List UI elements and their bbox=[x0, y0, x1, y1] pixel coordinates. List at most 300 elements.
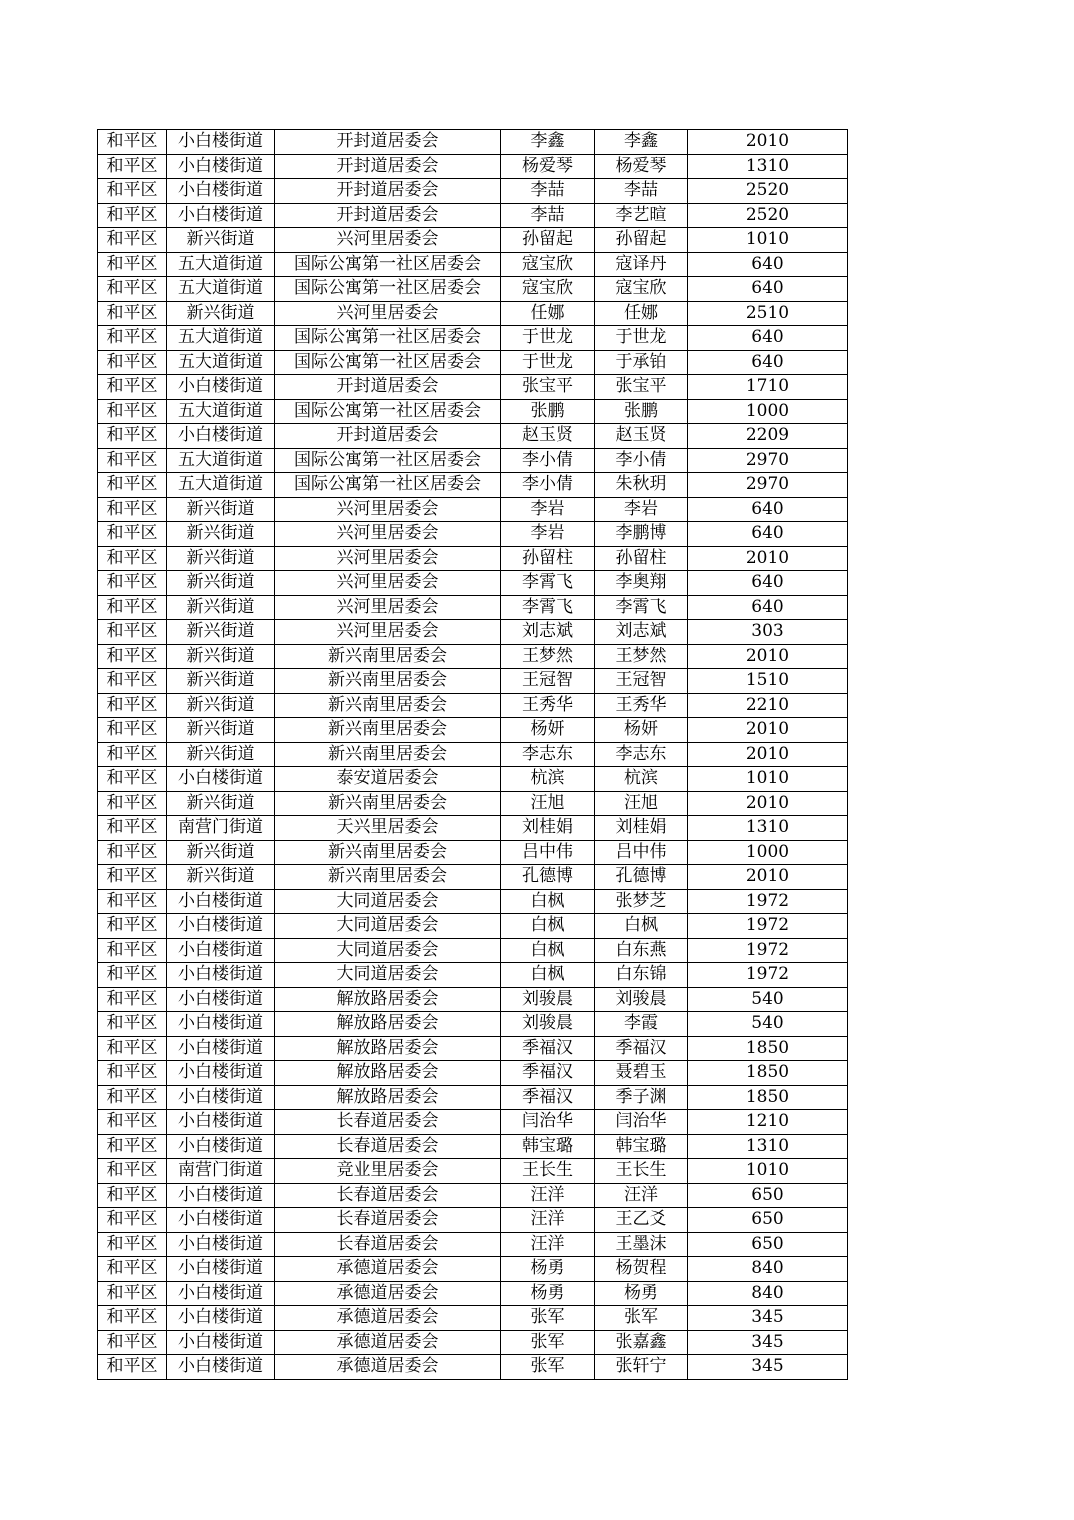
street-cell: 新兴街道 bbox=[167, 620, 275, 645]
district-cell: 和平区 bbox=[98, 889, 167, 914]
table-row bbox=[98, 1257, 848, 1282]
household-head-cell: 李霄飞 bbox=[501, 571, 595, 596]
table-row bbox=[98, 889, 848, 914]
table-row bbox=[98, 1085, 848, 1110]
member-name-cell: 汪旭 bbox=[595, 791, 688, 816]
member-name-cell: 张轩宁 bbox=[595, 1355, 688, 1380]
district-cell: 和平区 bbox=[98, 1232, 167, 1257]
street-cell: 南营门街道 bbox=[167, 816, 275, 841]
district-cell: 和平区 bbox=[98, 350, 167, 375]
table-row bbox=[98, 791, 848, 816]
district-cell: 和平区 bbox=[98, 1355, 167, 1380]
district-cell: 和平区 bbox=[98, 424, 167, 449]
street-cell: 小白楼街道 bbox=[167, 1061, 275, 1086]
member-name-cell: 吕中伟 bbox=[595, 840, 688, 865]
street-cell: 小白楼街道 bbox=[167, 938, 275, 963]
household-head-cell: 李岩 bbox=[501, 497, 595, 522]
amount-cell: 2010 bbox=[688, 644, 848, 669]
district-cell: 和平区 bbox=[98, 987, 167, 1012]
street-cell: 新兴街道 bbox=[167, 669, 275, 694]
member-name-cell: 朱秋玥 bbox=[595, 473, 688, 498]
committee-cell: 解放路居委会 bbox=[275, 1061, 501, 1086]
member-name-cell: 韩宝璐 bbox=[595, 1134, 688, 1159]
household-head-cell: 李小倩 bbox=[501, 473, 595, 498]
committee-cell: 解放路居委会 bbox=[275, 1012, 501, 1037]
amount-cell: 303 bbox=[688, 620, 848, 645]
committee-cell: 解放路居委会 bbox=[275, 987, 501, 1012]
committee-cell: 开封道居委会 bbox=[275, 203, 501, 228]
member-name-cell: 杭滨 bbox=[595, 767, 688, 792]
committee-cell: 国际公寓第一社区居委会 bbox=[275, 252, 501, 277]
household-head-cell: 刘志斌 bbox=[501, 620, 595, 645]
committee-cell: 兴河里居委会 bbox=[275, 522, 501, 547]
district-cell: 和平区 bbox=[98, 1134, 167, 1159]
household-head-cell: 白枫 bbox=[501, 938, 595, 963]
street-cell: 小白楼街道 bbox=[167, 1355, 275, 1380]
table-row bbox=[98, 816, 848, 841]
street-cell: 新兴街道 bbox=[167, 522, 275, 547]
amount-cell: 2010 bbox=[688, 130, 848, 155]
amount-cell: 640 bbox=[688, 326, 848, 351]
household-head-cell: 汪旭 bbox=[501, 791, 595, 816]
street-cell: 五大道街道 bbox=[167, 252, 275, 277]
member-name-cell: 张军 bbox=[595, 1306, 688, 1331]
district-cell: 和平区 bbox=[98, 791, 167, 816]
street-cell: 小白楼街道 bbox=[167, 1110, 275, 1135]
committee-cell: 兴河里居委会 bbox=[275, 228, 501, 253]
street-cell: 小白楼街道 bbox=[167, 1281, 275, 1306]
district-cell: 和平区 bbox=[98, 399, 167, 424]
table-row bbox=[98, 301, 848, 326]
member-name-cell: 寇宝欣 bbox=[595, 277, 688, 302]
street-cell: 五大道街道 bbox=[167, 448, 275, 473]
table-row bbox=[98, 987, 848, 1012]
member-name-cell: 张嘉鑫 bbox=[595, 1330, 688, 1355]
district-cell: 和平区 bbox=[98, 1306, 167, 1331]
committee-cell: 兴河里居委会 bbox=[275, 546, 501, 571]
street-cell: 新兴街道 bbox=[167, 718, 275, 743]
street-cell: 新兴街道 bbox=[167, 571, 275, 596]
district-cell: 和平区 bbox=[98, 693, 167, 718]
amount-cell: 1000 bbox=[688, 840, 848, 865]
amount-cell: 1010 bbox=[688, 1159, 848, 1184]
household-head-cell: 韩宝璐 bbox=[501, 1134, 595, 1159]
district-cell: 和平区 bbox=[98, 865, 167, 890]
member-name-cell: 孙留起 bbox=[595, 228, 688, 253]
table-row bbox=[98, 938, 848, 963]
member-name-cell: 王冠智 bbox=[595, 669, 688, 694]
amount-cell: 540 bbox=[688, 987, 848, 1012]
district-cell: 和平区 bbox=[98, 326, 167, 351]
street-cell: 小白楼街道 bbox=[167, 889, 275, 914]
street-cell: 五大道街道 bbox=[167, 277, 275, 302]
amount-cell: 2010 bbox=[688, 865, 848, 890]
household-head-cell: 白枫 bbox=[501, 963, 595, 988]
committee-cell: 国际公寓第一社区居委会 bbox=[275, 350, 501, 375]
committee-cell: 承德道居委会 bbox=[275, 1330, 501, 1355]
street-cell: 新兴街道 bbox=[167, 228, 275, 253]
amount-cell: 1710 bbox=[688, 375, 848, 400]
amount-cell: 650 bbox=[688, 1208, 848, 1233]
household-head-cell: 刘桂娟 bbox=[501, 816, 595, 841]
table-row bbox=[98, 1159, 848, 1184]
district-cell: 和平区 bbox=[98, 718, 167, 743]
table-row bbox=[98, 130, 848, 155]
table-row bbox=[98, 179, 848, 204]
table-row bbox=[98, 840, 848, 865]
member-name-cell: 刘骏晨 bbox=[595, 987, 688, 1012]
household-head-cell: 李鑫 bbox=[501, 130, 595, 155]
district-cell: 和平区 bbox=[98, 1281, 167, 1306]
member-name-cell: 刘志斌 bbox=[595, 620, 688, 645]
table-row bbox=[98, 424, 848, 449]
street-cell: 小白楼街道 bbox=[167, 1232, 275, 1257]
amount-cell: 2010 bbox=[688, 718, 848, 743]
household-head-cell: 刘骏晨 bbox=[501, 987, 595, 1012]
district-cell: 和平区 bbox=[98, 1085, 167, 1110]
table-row bbox=[98, 277, 848, 302]
household-head-cell: 杨勇 bbox=[501, 1257, 595, 1282]
amount-cell: 640 bbox=[688, 277, 848, 302]
household-head-cell: 白枫 bbox=[501, 914, 595, 939]
street-cell: 新兴街道 bbox=[167, 644, 275, 669]
member-name-cell: 白枫 bbox=[595, 914, 688, 939]
street-cell: 小白楼街道 bbox=[167, 154, 275, 179]
member-name-cell: 任娜 bbox=[595, 301, 688, 326]
amount-cell: 345 bbox=[688, 1306, 848, 1331]
household-head-cell: 杨妍 bbox=[501, 718, 595, 743]
street-cell: 小白楼街道 bbox=[167, 424, 275, 449]
table-row bbox=[98, 865, 848, 890]
table-row bbox=[98, 448, 848, 473]
amount-cell: 1310 bbox=[688, 154, 848, 179]
committee-cell: 新兴南里居委会 bbox=[275, 865, 501, 890]
amount-cell: 2010 bbox=[688, 791, 848, 816]
amount-cell: 1850 bbox=[688, 1061, 848, 1086]
street-cell: 新兴街道 bbox=[167, 865, 275, 890]
member-name-cell: 白东锦 bbox=[595, 963, 688, 988]
household-head-cell: 季福汉 bbox=[501, 1085, 595, 1110]
amount-cell: 1850 bbox=[688, 1085, 848, 1110]
amount-cell: 840 bbox=[688, 1281, 848, 1306]
street-cell: 新兴街道 bbox=[167, 693, 275, 718]
table-row bbox=[98, 1110, 848, 1135]
table-row bbox=[98, 399, 848, 424]
table-row bbox=[98, 1306, 848, 1331]
table-row bbox=[98, 497, 848, 522]
committee-cell: 新兴南里居委会 bbox=[275, 693, 501, 718]
amount-cell: 1972 bbox=[688, 938, 848, 963]
street-cell: 新兴街道 bbox=[167, 595, 275, 620]
district-cell: 和平区 bbox=[98, 1208, 167, 1233]
household-head-cell: 李志东 bbox=[501, 742, 595, 767]
amount-cell: 2210 bbox=[688, 693, 848, 718]
street-cell: 新兴街道 bbox=[167, 546, 275, 571]
household-head-cell: 汪洋 bbox=[501, 1208, 595, 1233]
household-head-cell: 杨勇 bbox=[501, 1281, 595, 1306]
member-name-cell: 王梦然 bbox=[595, 644, 688, 669]
street-cell: 新兴街道 bbox=[167, 791, 275, 816]
member-name-cell: 张鹏 bbox=[595, 399, 688, 424]
street-cell: 小白楼街道 bbox=[167, 914, 275, 939]
committee-cell: 新兴南里居委会 bbox=[275, 742, 501, 767]
table-row bbox=[98, 963, 848, 988]
committee-cell: 解放路居委会 bbox=[275, 1085, 501, 1110]
household-head-cell: 季福汉 bbox=[501, 1036, 595, 1061]
data-table bbox=[97, 129, 848, 1380]
street-cell: 新兴街道 bbox=[167, 840, 275, 865]
district-cell: 和平区 bbox=[98, 1036, 167, 1061]
street-cell: 小白楼街道 bbox=[167, 767, 275, 792]
committee-cell: 大同道居委会 bbox=[275, 914, 501, 939]
table-row bbox=[98, 1208, 848, 1233]
household-head-cell: 王秀华 bbox=[501, 693, 595, 718]
member-name-cell: 王长生 bbox=[595, 1159, 688, 1184]
member-name-cell: 张梦芝 bbox=[595, 889, 688, 914]
household-head-cell: 李喆 bbox=[501, 179, 595, 204]
street-cell: 新兴街道 bbox=[167, 742, 275, 767]
household-head-cell: 李霄飞 bbox=[501, 595, 595, 620]
amount-cell: 640 bbox=[688, 522, 848, 547]
amount-cell: 1510 bbox=[688, 669, 848, 694]
committee-cell: 大同道居委会 bbox=[275, 963, 501, 988]
household-head-cell: 汪洋 bbox=[501, 1183, 595, 1208]
household-head-cell: 季福汉 bbox=[501, 1061, 595, 1086]
district-cell: 和平区 bbox=[98, 1257, 167, 1282]
table-row bbox=[98, 252, 848, 277]
member-name-cell: 刘桂娟 bbox=[595, 816, 688, 841]
amount-cell: 650 bbox=[688, 1232, 848, 1257]
amount-cell: 2520 bbox=[688, 179, 848, 204]
member-name-cell: 李岩 bbox=[595, 497, 688, 522]
amount-cell: 2510 bbox=[688, 301, 848, 326]
household-head-cell: 汪洋 bbox=[501, 1232, 595, 1257]
district-cell: 和平区 bbox=[98, 179, 167, 204]
committee-cell: 长春道居委会 bbox=[275, 1232, 501, 1257]
member-name-cell: 李霞 bbox=[595, 1012, 688, 1037]
street-cell: 小白楼街道 bbox=[167, 963, 275, 988]
committee-cell: 解放路居委会 bbox=[275, 1036, 501, 1061]
committee-cell: 兴河里居委会 bbox=[275, 497, 501, 522]
district-cell: 和平区 bbox=[98, 154, 167, 179]
district-cell: 和平区 bbox=[98, 1183, 167, 1208]
amount-cell: 2520 bbox=[688, 203, 848, 228]
amount-cell: 1210 bbox=[688, 1110, 848, 1135]
district-cell: 和平区 bbox=[98, 963, 167, 988]
member-name-cell: 张宝平 bbox=[595, 375, 688, 400]
table-row bbox=[98, 914, 848, 939]
table-row bbox=[98, 546, 848, 571]
member-name-cell: 王秀华 bbox=[595, 693, 688, 718]
household-head-cell: 孙留起 bbox=[501, 228, 595, 253]
member-name-cell: 李霄飞 bbox=[595, 595, 688, 620]
table-row bbox=[98, 620, 848, 645]
table-row bbox=[98, 742, 848, 767]
table-row bbox=[98, 1355, 848, 1380]
committee-cell: 开封道居委会 bbox=[275, 375, 501, 400]
district-cell: 和平区 bbox=[98, 277, 167, 302]
amount-cell: 2010 bbox=[688, 546, 848, 571]
amount-cell: 640 bbox=[688, 350, 848, 375]
table-row bbox=[98, 154, 848, 179]
street-cell: 小白楼街道 bbox=[167, 1208, 275, 1233]
committee-cell: 国际公寓第一社区居委会 bbox=[275, 399, 501, 424]
table-row bbox=[98, 1330, 848, 1355]
committee-cell: 兴河里居委会 bbox=[275, 620, 501, 645]
table-row bbox=[98, 1232, 848, 1257]
amount-cell: 650 bbox=[688, 1183, 848, 1208]
table-row bbox=[98, 767, 848, 792]
district-cell: 和平区 bbox=[98, 301, 167, 326]
street-cell: 小白楼街道 bbox=[167, 1330, 275, 1355]
table-row bbox=[98, 1061, 848, 1086]
district-cell: 和平区 bbox=[98, 742, 167, 767]
amount-cell: 840 bbox=[688, 1257, 848, 1282]
street-cell: 新兴街道 bbox=[167, 497, 275, 522]
household-head-cell: 吕中伟 bbox=[501, 840, 595, 865]
district-cell: 和平区 bbox=[98, 816, 167, 841]
household-head-cell: 李岩 bbox=[501, 522, 595, 547]
member-name-cell: 王乙爻 bbox=[595, 1208, 688, 1233]
street-cell: 小白楼街道 bbox=[167, 1134, 275, 1159]
street-cell: 小白楼街道 bbox=[167, 375, 275, 400]
amount-cell: 1000 bbox=[688, 399, 848, 424]
household-head-cell: 杨爱琴 bbox=[501, 154, 595, 179]
amount-cell: 345 bbox=[688, 1355, 848, 1380]
member-name-cell: 李喆 bbox=[595, 179, 688, 204]
household-head-cell: 王梦然 bbox=[501, 644, 595, 669]
committee-cell: 承德道居委会 bbox=[275, 1306, 501, 1331]
district-cell: 和平区 bbox=[98, 228, 167, 253]
district-cell: 和平区 bbox=[98, 497, 167, 522]
member-name-cell: 李志东 bbox=[595, 742, 688, 767]
household-head-cell: 王冠智 bbox=[501, 669, 595, 694]
street-cell: 五大道街道 bbox=[167, 350, 275, 375]
district-cell: 和平区 bbox=[98, 375, 167, 400]
committee-cell: 长春道居委会 bbox=[275, 1208, 501, 1233]
household-head-cell: 白枫 bbox=[501, 889, 595, 914]
household-head-cell: 张军 bbox=[501, 1355, 595, 1380]
street-cell: 小白楼街道 bbox=[167, 1085, 275, 1110]
table-row bbox=[98, 718, 848, 743]
district-cell: 和平区 bbox=[98, 767, 167, 792]
amount-cell: 640 bbox=[688, 595, 848, 620]
member-name-cell: 于承铂 bbox=[595, 350, 688, 375]
amount-cell: 2010 bbox=[688, 742, 848, 767]
committee-cell: 承德道居委会 bbox=[275, 1281, 501, 1306]
table-row bbox=[98, 375, 848, 400]
table-row bbox=[98, 1134, 848, 1159]
street-cell: 小白楼街道 bbox=[167, 1183, 275, 1208]
street-cell: 小白楼街道 bbox=[167, 1012, 275, 1037]
committee-cell: 长春道居委会 bbox=[275, 1183, 501, 1208]
committee-cell: 开封道居委会 bbox=[275, 424, 501, 449]
member-name-cell: 赵玉贤 bbox=[595, 424, 688, 449]
table-row bbox=[98, 669, 848, 694]
table-row bbox=[98, 1036, 848, 1061]
district-cell: 和平区 bbox=[98, 1012, 167, 1037]
table-row bbox=[98, 1281, 848, 1306]
committee-cell: 承德道居委会 bbox=[275, 1257, 501, 1282]
household-head-cell: 寇宝欣 bbox=[501, 252, 595, 277]
amount-cell: 1010 bbox=[688, 228, 848, 253]
amount-cell: 1972 bbox=[688, 889, 848, 914]
member-name-cell: 季福汉 bbox=[595, 1036, 688, 1061]
amount-cell: 640 bbox=[688, 252, 848, 277]
household-head-cell: 张军 bbox=[501, 1306, 595, 1331]
household-head-cell: 王长生 bbox=[501, 1159, 595, 1184]
street-cell: 小白楼街道 bbox=[167, 203, 275, 228]
household-head-cell: 闫治华 bbox=[501, 1110, 595, 1135]
household-head-cell: 孔德博 bbox=[501, 865, 595, 890]
household-head-cell: 李小倩 bbox=[501, 448, 595, 473]
household-head-cell: 于世龙 bbox=[501, 350, 595, 375]
member-name-cell: 白东燕 bbox=[595, 938, 688, 963]
household-head-cell: 张鹏 bbox=[501, 399, 595, 424]
household-head-cell: 任娜 bbox=[501, 301, 595, 326]
table-row bbox=[98, 326, 848, 351]
street-cell: 小白楼街道 bbox=[167, 179, 275, 204]
committee-cell: 开封道居委会 bbox=[275, 130, 501, 155]
committee-cell: 开封道居委会 bbox=[275, 179, 501, 204]
committee-cell: 新兴南里居委会 bbox=[275, 669, 501, 694]
member-name-cell: 李鑫 bbox=[595, 130, 688, 155]
member-name-cell: 李鹏博 bbox=[595, 522, 688, 547]
amount-cell: 640 bbox=[688, 497, 848, 522]
committee-cell: 新兴南里居委会 bbox=[275, 791, 501, 816]
district-cell: 和平区 bbox=[98, 840, 167, 865]
committee-cell: 新兴南里居委会 bbox=[275, 644, 501, 669]
table-row bbox=[98, 228, 848, 253]
household-head-cell: 李喆 bbox=[501, 203, 595, 228]
district-cell: 和平区 bbox=[98, 448, 167, 473]
table-row bbox=[98, 571, 848, 596]
committee-cell: 国际公寓第一社区居委会 bbox=[275, 448, 501, 473]
household-head-cell: 刘骏晨 bbox=[501, 1012, 595, 1037]
household-head-cell: 赵玉贤 bbox=[501, 424, 595, 449]
committee-cell: 承德道居委会 bbox=[275, 1355, 501, 1380]
member-name-cell: 孔德博 bbox=[595, 865, 688, 890]
committee-cell: 国际公寓第一社区居委会 bbox=[275, 326, 501, 351]
household-head-cell: 于世龙 bbox=[501, 326, 595, 351]
committee-cell: 兴河里居委会 bbox=[275, 571, 501, 596]
amount-cell: 1972 bbox=[688, 963, 848, 988]
table-row bbox=[98, 1012, 848, 1037]
table-row bbox=[98, 522, 848, 547]
table-body bbox=[98, 130, 848, 1380]
member-name-cell: 汪洋 bbox=[595, 1183, 688, 1208]
committee-cell: 长春道居委会 bbox=[275, 1110, 501, 1135]
district-cell: 和平区 bbox=[98, 546, 167, 571]
district-cell: 和平区 bbox=[98, 914, 167, 939]
member-name-cell: 杨妍 bbox=[595, 718, 688, 743]
committee-cell: 天兴里居委会 bbox=[275, 816, 501, 841]
table-row bbox=[98, 1183, 848, 1208]
district-cell: 和平区 bbox=[98, 620, 167, 645]
street-cell: 五大道街道 bbox=[167, 399, 275, 424]
committee-cell: 国际公寓第一社区居委会 bbox=[275, 277, 501, 302]
district-cell: 和平区 bbox=[98, 595, 167, 620]
street-cell: 小白楼街道 bbox=[167, 130, 275, 155]
street-cell: 南营门街道 bbox=[167, 1159, 275, 1184]
table-row bbox=[98, 203, 848, 228]
district-cell: 和平区 bbox=[98, 473, 167, 498]
committee-cell: 长春道居委会 bbox=[275, 1134, 501, 1159]
district-cell: 和平区 bbox=[98, 1159, 167, 1184]
district-cell: 和平区 bbox=[98, 1330, 167, 1355]
amount-cell: 2209 bbox=[688, 424, 848, 449]
member-name-cell: 寇译丹 bbox=[595, 252, 688, 277]
